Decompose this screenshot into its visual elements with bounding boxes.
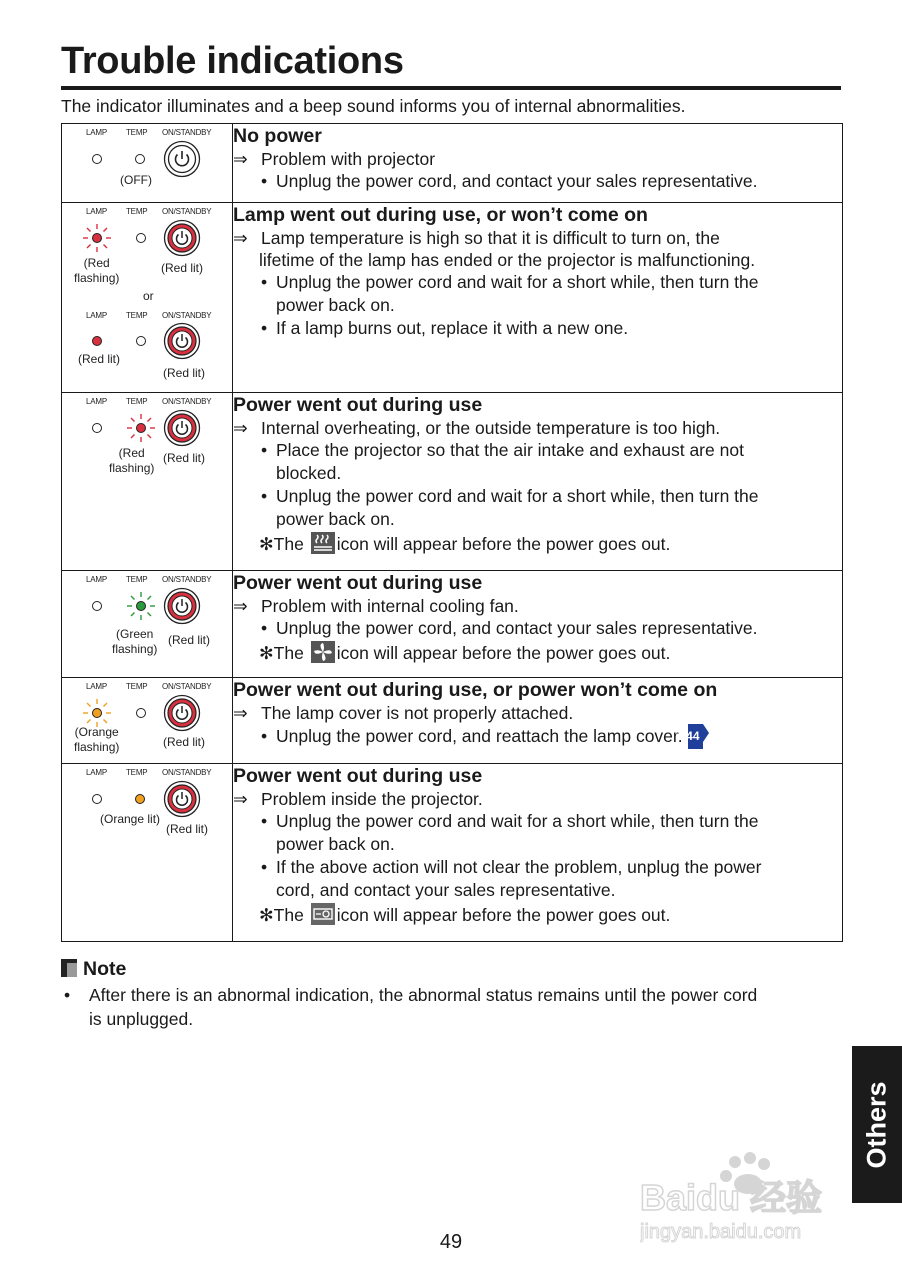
action-text: power back on. [276,834,395,854]
action-text: Unplug the power cord, and contact your sales representative. [276,171,758,191]
indicator-caption: (Orange flashing) [74,725,120,754]
lamp-indicator-off [92,601,102,611]
trouble-heading: Power went out during use [233,394,483,416]
watermark-brand: Baidu 经验 [640,1177,823,1218]
standby-label: ON/STANDBY [162,128,212,137]
indicator-cell [62,764,233,942]
temp-label: TEMP [126,207,148,216]
bullet-icon: • [261,171,268,191]
arrow-icon: ⇒ [233,789,248,809]
cause-text: Internal overheating, or the outside temperature is too high. [261,418,721,438]
lamp-indicator-off [92,794,102,804]
lamp-indicator-red [92,233,102,243]
trouble-table [61,123,843,942]
indicator-cell [62,571,233,678]
page-number: 49 [439,1231,463,1253]
action-text: Unplug the power cord and wait for a short while, then turn the [276,272,759,292]
arrow-icon: ⇒ [233,703,248,723]
temp-label: TEMP [126,682,148,691]
lamp-label: LAMP [86,311,107,320]
action-text: blocked. [276,463,342,483]
standby-label: ON/STANDBY [162,397,212,406]
bullet-icon: • [261,857,268,877]
indicator-caption: (Red lit) [166,822,209,836]
action-text: power back on. [276,509,395,529]
note-icon [61,959,77,977]
action-text: Unplug the power cord, and reattach the lamp cover. [276,726,683,746]
cause-text: Problem with projector [261,149,436,169]
trouble-heading: No power [233,125,322,147]
fan-icon [311,641,335,663]
indicator-caption: (Red flashing) [74,256,120,285]
indicator-caption: (Red lit) [161,261,204,275]
table-row [62,571,843,678]
temp-indicator-off [136,336,146,346]
description-cell [233,393,843,571]
indicator-caption: (Orange lit) [100,812,161,826]
power-button-icon [163,694,201,732]
table-row [62,124,843,203]
lamp-label: LAMP [86,397,107,406]
section-tab-label: Others [861,1080,892,1169]
power-button-icon [163,219,201,257]
description-cell [233,124,843,203]
note-heading [61,958,126,981]
power-button-icon [163,780,201,818]
indicator-caption: (OFF) [120,173,152,187]
temp-indicator-orange [135,794,145,804]
bullet-icon: • [261,811,268,831]
trouble-heading: Power went out during use [233,765,483,787]
power-button-icon [163,140,201,178]
bullet-icon: • [64,985,71,1005]
indicator-caption: (Red flashing) [109,446,155,475]
section-tab [852,1046,902,1203]
note-mark: ✻The [259,534,304,554]
action-text: If a lamp burns out, replace it with a new one. [276,318,629,338]
arrow-icon: ⇒ [233,228,248,248]
note-text: icon will appear before the power goes out. [336,905,671,925]
temp-indicator-off [135,154,145,164]
indicator-cell [62,203,233,393]
standby-label: ON/STANDBY [162,768,212,777]
action-text: If the above action will not clear the problem, unplug the power [276,857,762,877]
indicator-caption: (Red lit) [168,633,211,647]
indicator-caption: (Red lit) [78,352,121,366]
description-cell [233,571,843,678]
watermark-url: jingyan.baidu.com [640,1221,802,1243]
lamp-indicator-red [92,336,102,346]
lamp-label: LAMP [86,682,107,691]
description-cell [233,678,843,764]
temp-indicator-red [136,423,146,433]
lamp-indicator-orange [92,708,102,718]
indicator-caption: (Green flashing) [112,627,158,656]
lamp-label: LAMP [86,575,107,584]
action-text: Unplug the power cord, and contact your sales representative. [276,618,758,638]
page-reference-link[interactable]: p.44 [688,724,703,749]
temp-indicator-off [136,708,146,718]
lamp-label: LAMP [86,768,107,777]
power-button-icon [163,409,201,447]
indicator-cell [62,678,233,764]
note-mark: ✻The [259,905,304,925]
indicator-caption: (Red lit) [163,735,206,749]
action-text: Unplug the power cord and wait for a short while, then turn the [276,486,759,506]
table-row [62,393,843,571]
bullet-icon: • [261,618,268,638]
bullet-icon: • [261,486,268,506]
page-title: Trouble indications [61,40,404,82]
power-button-icon [163,587,201,625]
arrow-icon: ⇒ [233,418,248,438]
temp-label: TEMP [126,128,148,137]
table-row [62,203,843,393]
bullet-icon: • [261,318,268,338]
lamp-label: LAMP [86,128,107,137]
arrow-icon: ⇒ [233,149,248,169]
lamp-indicator-off [92,154,102,164]
trouble-heading: Power went out during use, or power won’t come on [233,679,718,701]
standby-label: ON/STANDBY [162,207,212,216]
bullet-icon: • [261,726,268,746]
temp-indicator-green [136,601,146,611]
cause-text: Lamp temperature is high so that it is difficult to turn on, the [261,228,720,248]
lamp-label: LAMP [86,207,107,216]
overheat-icon [311,532,335,554]
temp-label: TEMP [126,575,148,584]
internal-error-icon [311,903,335,925]
power-button-icon [163,322,201,360]
note-line: After there is an abnormal indication, the abnormal status remains until the power cord [89,985,758,1005]
lamp-indicator-off [92,423,102,433]
trouble-heading: Lamp went out during use, or won’t come on [233,204,648,226]
intro-text: The indicator illuminates and a beep sound informs you of internal abnormalities. [61,96,686,116]
trouble-heading: Power went out during use [233,572,483,594]
note-mark: ✻The [259,643,304,663]
action-text: Unplug the power cord and wait for a short while, then turn the [276,811,759,831]
temp-indicator-off [136,233,146,243]
cause-text: Problem inside the projector. [261,789,483,809]
note-line: is unplugged. [89,1009,194,1029]
action-text: cord, and contact your sales representative. [276,880,616,900]
description-cell [233,764,843,942]
description-cell [233,203,843,393]
indicator-cell [62,124,233,203]
or-label: or [143,289,154,303]
standby-label: ON/STANDBY [162,682,212,691]
temp-label: TEMP [126,768,148,777]
temp-label: TEMP [126,397,148,406]
standby-label: ON/STANDBY [162,311,212,320]
action-text: power back on. [276,295,395,315]
cause-text: The lamp cover is not properly attached. [261,703,574,723]
bullet-icon: • [261,272,268,292]
indicator-caption: (Red lit) [163,366,206,380]
indicator-caption: (Red lit) [163,451,206,465]
note-body [64,983,844,1031]
cause-text: Problem with internal cooling fan. [261,596,519,616]
bullet-icon: • [261,440,268,460]
cause-text: lifetime of the lamp has ended or the projector is malfunctioning. [259,250,756,270]
table-row [62,764,843,942]
title-rule [61,86,841,90]
action-text: Place the projector so that the air intake and exhaust are not [276,440,744,460]
temp-label: TEMP [126,311,148,320]
note-title: Note [83,958,127,980]
standby-label: ON/STANDBY [162,575,212,584]
table-row [62,678,843,764]
arrow-icon: ⇒ [233,596,248,616]
indicator-cell [62,393,233,571]
note-text: icon will appear before the power goes out. [336,534,671,554]
note-text: icon will appear before the power goes out. [336,643,671,663]
